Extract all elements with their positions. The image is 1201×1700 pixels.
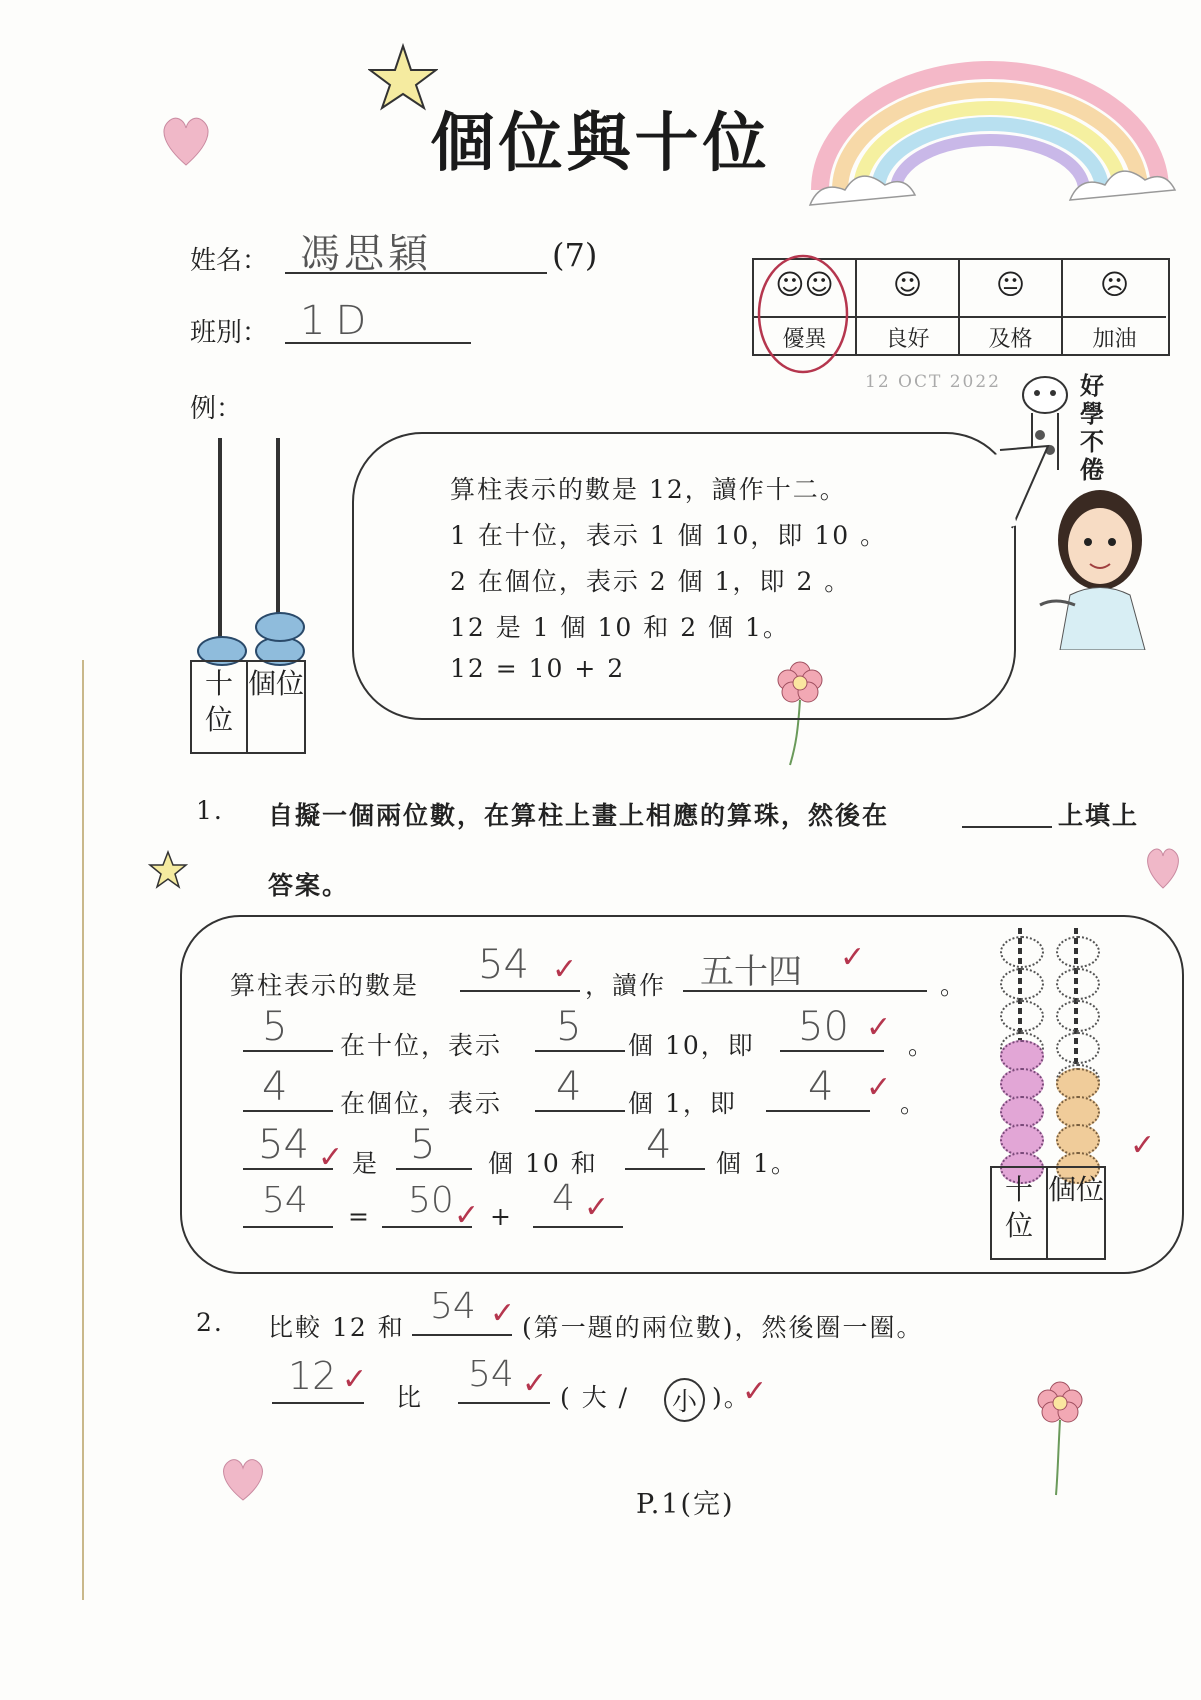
q1-row3-text: 個 1，即: [628, 1089, 737, 1118]
q1-row4-text: 是: [352, 1149, 380, 1178]
q1-reading-answer[interactable]: 五十四: [700, 952, 802, 992]
check-mark: ✓: [552, 952, 578, 987]
q1-row5-blank: [533, 1226, 623, 1228]
check-mark: ✓: [866, 1010, 892, 1045]
check-mark: ✓: [866, 1070, 892, 1105]
example-line: 2 在個位，表示 2 個 1，即 2 。: [450, 567, 852, 596]
check-mark: ✓: [742, 1374, 768, 1409]
q1-row4-blank: [396, 1168, 472, 1170]
name-underline: [285, 272, 547, 274]
q1-ones-value-answer[interactable]: 4: [808, 1064, 834, 1110]
q1-tens-answer[interactable]: 5: [410, 1122, 436, 1168]
q1-row4-text: 個 1。: [716, 1149, 798, 1178]
sad-face-icon: ☹: [1099, 268, 1130, 301]
tens-label: 十位: [192, 662, 248, 752]
q2-circled-answer[interactable]: 小: [664, 1378, 705, 1422]
rating-pass: [960, 260, 1063, 354]
q1-row5-blank: [243, 1226, 333, 1228]
q2-number: 2.: [196, 1308, 224, 1337]
class-value: 1D: [300, 298, 377, 344]
check-mark: ✓: [342, 1362, 368, 1397]
q1-ones-digit-answer[interactable]: 4: [262, 1064, 288, 1110]
q1-number: 1.: [196, 796, 224, 825]
rating-label: 良好: [857, 316, 958, 356]
smile-double-icon: ☺☺: [775, 268, 834, 301]
q1-row3-text: 。: [900, 1089, 928, 1118]
place-value-label-box: [190, 660, 306, 754]
q2-text: 比: [396, 1383, 424, 1412]
example-label: 例：: [190, 394, 243, 424]
smile-icon: ☺: [892, 268, 923, 301]
q1-row4-text: 個 10 和: [488, 1149, 598, 1178]
q1-ones-answer[interactable]: 4: [646, 1122, 672, 1168]
q1-row2-text: 。: [908, 1031, 936, 1060]
q1-row4-blank: [625, 1168, 705, 1170]
q1-row2-blank: [780, 1050, 884, 1052]
q1-abacus-number-answer[interactable]: 54: [478, 942, 529, 988]
neutral-face-icon: 😐: [995, 268, 1026, 301]
teacher-circle-mark: [748, 252, 858, 382]
q1-ones-count-answer[interactable]: 4: [556, 1064, 582, 1110]
q1-equation-ones-answer[interactable]: 4: [552, 1178, 575, 1219]
heart-decoration-bottom: [218, 1452, 268, 1504]
page-number: P.1(完): [636, 1489, 735, 1520]
q1-number-answer[interactable]: 54: [258, 1122, 309, 1168]
example-line: 12 是 1 個 10 和 2 個 1。: [450, 613, 790, 642]
q2-text: (第一題的兩位數)，然後圈一圈。: [522, 1313, 924, 1342]
q1-row3-blank: [243, 1110, 333, 1112]
q1-row2-blank: [243, 1050, 333, 1052]
q2-text: 比較 12 和: [268, 1313, 405, 1342]
q1-row3-blank: [766, 1110, 870, 1112]
abacus-bead-outline: [1000, 968, 1044, 1000]
mascot-text: 好學不倦: [1080, 372, 1104, 484]
check-mark: ✓: [490, 1296, 516, 1331]
rating-label: 優異: [754, 316, 855, 356]
ones-label: 個位: [1048, 1173, 1105, 1206]
check-mark: ✓: [454, 1198, 480, 1233]
q1-tens-digit-answer[interactable]: 5: [262, 1004, 288, 1050]
q2-blank: [458, 1402, 550, 1404]
q1-row1-text: 算柱表示的數是: [230, 971, 420, 1000]
q1-row1-blank: [683, 990, 927, 992]
q1-row2-text: 在十位，表示: [340, 1031, 503, 1060]
q2-compare-right-answer[interactable]: 54: [468, 1354, 514, 1395]
abacus-rod-tens: [218, 438, 222, 658]
student-place-value-label-box: [990, 1166, 1106, 1260]
check-mark: ✓: [840, 940, 866, 975]
q1-row5-text: =: [348, 1202, 371, 1231]
q1-row1-text: ，讀作: [585, 971, 667, 1000]
q2-text: )。: [712, 1383, 751, 1412]
class-number: (7): [552, 236, 598, 274]
q1-row3-text: 在個位，表示: [340, 1089, 503, 1118]
date-stamp: 12 OCT 2022: [865, 372, 1001, 392]
q1-row3-blank: [535, 1110, 625, 1112]
q1-row2-text: 個 10，即: [628, 1031, 755, 1060]
tens-label: 十位: [992, 1168, 1048, 1258]
q1-text: 自擬一個兩位數，在算柱上畫上相應的算珠，然後在: [268, 801, 890, 830]
example-line: 12 = 10 + 2: [450, 654, 626, 683]
star-decoration-small: [148, 850, 188, 890]
example-line: 算柱表示的數是 12，讀作十二。: [450, 475, 847, 504]
class-label: 班別：: [190, 318, 269, 348]
abacus-bead: [255, 612, 305, 642]
abacus-bead-outline: [1000, 1000, 1044, 1032]
q2-blank: [412, 1334, 512, 1336]
q2-number-answer[interactable]: 54: [430, 1286, 476, 1327]
q1-row1-text: 。: [940, 971, 968, 1000]
rating-label: 加油: [1063, 316, 1166, 356]
abacus-bead-outline: [1000, 936, 1044, 968]
q2-text: ( 大 /: [560, 1383, 630, 1412]
rating-try: [1063, 260, 1166, 354]
margin-line: [82, 660, 84, 1600]
heart-decoration-right: [1143, 842, 1183, 892]
abacus-bead-outline: [1056, 1032, 1100, 1064]
flower-decoration-bottom: [1030, 1370, 1090, 1500]
speech-bubble-tail: [990, 440, 1060, 530]
q1-blank-example: [962, 826, 1052, 828]
q1-text-end: 上填上: [1058, 801, 1140, 830]
q1-equation-number-answer[interactable]: 54: [262, 1180, 308, 1221]
check-mark: ✓: [522, 1366, 548, 1401]
abacus-bead-outline: [1056, 968, 1100, 1000]
rating-label: 及格: [960, 316, 1061, 356]
name-label: 姓名：: [190, 246, 269, 276]
class-underline: [285, 342, 471, 344]
check-mark: ✓: [584, 1190, 610, 1225]
q1-tens-value-answer[interactable]: 50: [798, 1004, 849, 1050]
check-mark: ✓: [318, 1140, 344, 1175]
example-line: 1 在十位，表示 1 個 10，即 10 。: [450, 521, 888, 550]
abacus-bead-outline: [1056, 1000, 1100, 1032]
q2-blank: [272, 1402, 364, 1404]
q2-compare-left-answer[interactable]: 12: [288, 1354, 337, 1398]
q1-text-line2: 答案。: [268, 871, 350, 900]
ones-label: 個位: [248, 667, 305, 700]
q1-row2-blank: [535, 1050, 625, 1052]
q1-row1-blank: [460, 990, 580, 992]
q1-equation-tens-answer[interactable]: 50: [408, 1180, 454, 1221]
q1-row5-text: +: [490, 1202, 513, 1231]
check-mark: ✓: [1130, 1128, 1156, 1163]
page-title: 個位與十位: [430, 107, 771, 181]
abacus-bead-outline: [1056, 936, 1100, 968]
name-value: 馮思穎: [300, 231, 432, 277]
q1-tens-count-answer[interactable]: 5: [556, 1004, 582, 1050]
rating-good: [857, 260, 960, 354]
